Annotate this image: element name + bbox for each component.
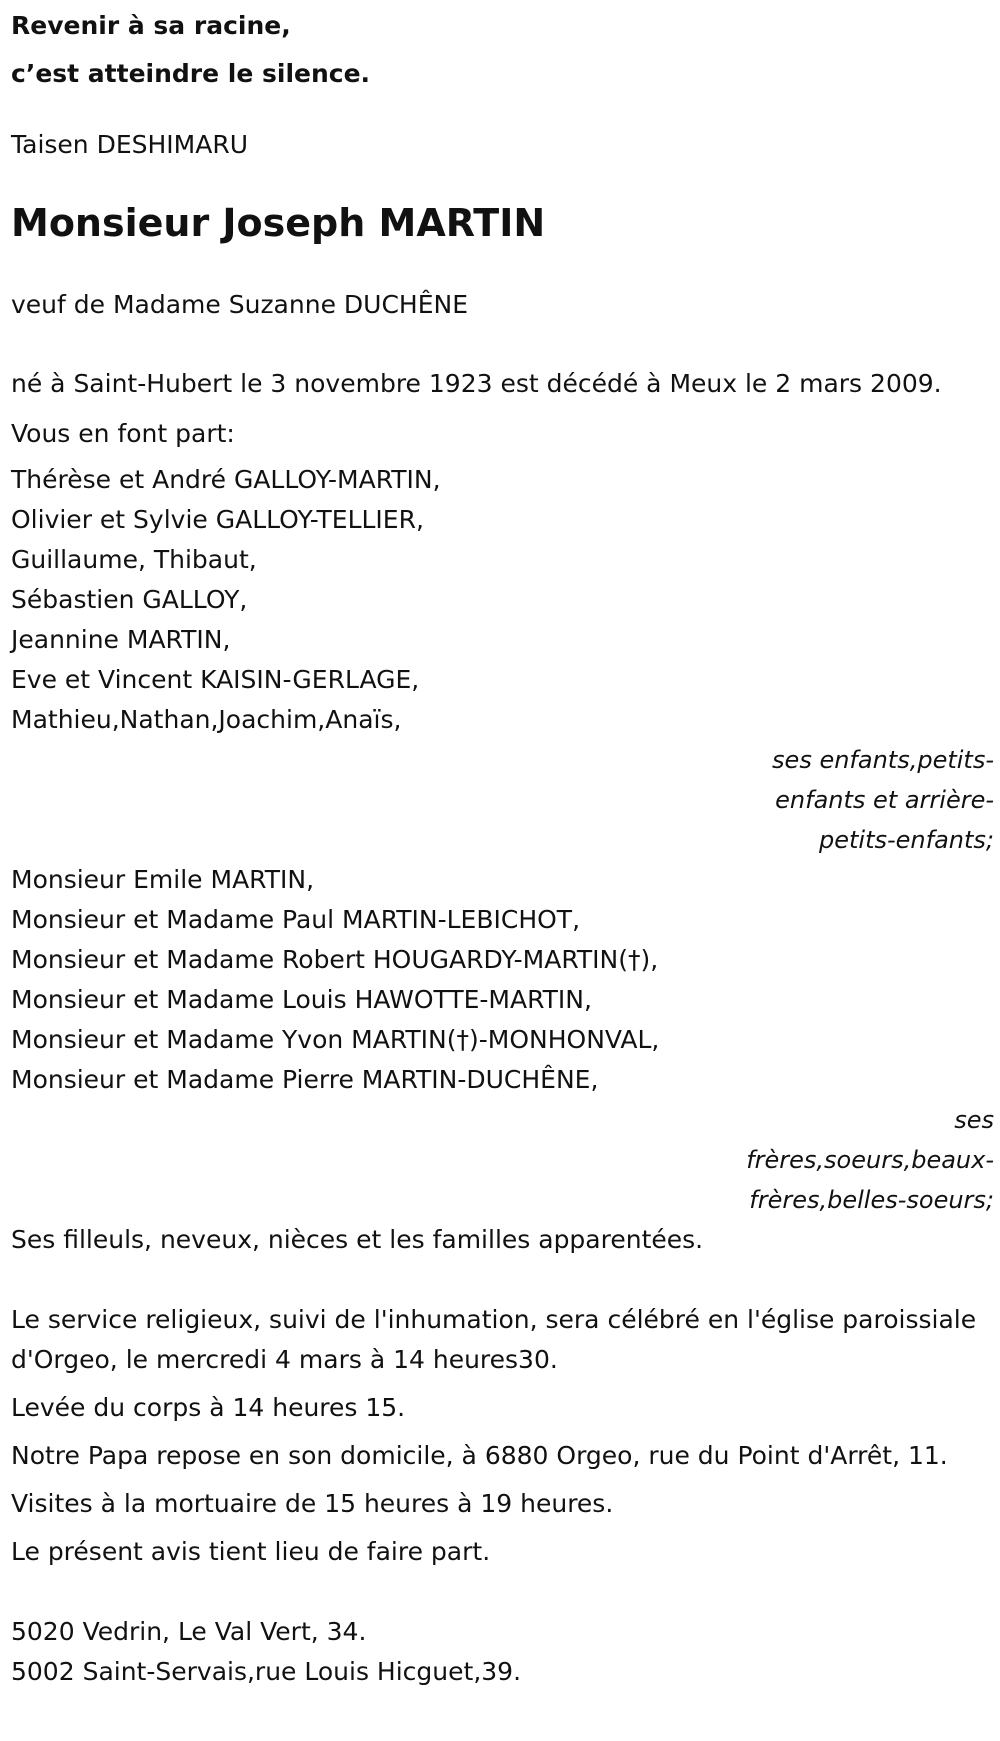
- obituary-notice: [11, 0, 994, 1692]
- epigraph-author: Taisen DESHIMARU: [11, 130, 249, 159]
- extended-family-line: Ses filleuls, neveux, nièces et les familles apparentées.: [11, 1225, 704, 1254]
- children-group: [11, 460, 994, 860]
- service-details: Le service religieux, suivi de l'inhumation, sera célébré en l'église paroissiale d'Orgeo, le mercredi 4 mars à 14 heures30.: [11, 1305, 977, 1374]
- family-address-2: 5002 Saint-Servais,rue Louis Hicguet,39.: [11, 1657, 522, 1686]
- family-address-1: 5020 Vedrin, Le Val Vert, 34.: [11, 1617, 367, 1646]
- levee-time: Levée du corps à 14 heures 15.: [11, 1393, 406, 1422]
- family-member: Monsieur et Madame Yvon MARTIN(†)-MONHONVAL,: [11, 1025, 660, 1054]
- family-member: Monsieur et Madame Paul MARTIN-LEBICHOT,: [11, 905, 581, 934]
- family-member: Thérèse et André GALLOY-MARTIN,: [11, 465, 441, 494]
- family-member: Monsieur et Madame Pierre MARTIN-DUCHÊNE,: [11, 1065, 599, 1094]
- family-member: Eve et Vincent KAISIN-GERLAGE,: [11, 665, 420, 694]
- family-member: Mathieu,Nathan,Joachim,Anaïs,: [11, 705, 402, 734]
- family-member: Guillaume, Thibaut,: [11, 545, 257, 574]
- epigraph-line-2: c’est atteindre le silence.: [11, 59, 371, 88]
- notice-disclaimer: Le présent avis tient lieu de faire part.: [11, 1537, 491, 1566]
- siblings-group: [11, 860, 994, 1220]
- birth-death-line: né à Saint-Hubert le 3 novembre 1923 est décédé à Meux le 2 mars 2009.: [11, 369, 942, 398]
- family-member: Monsieur et Madame Robert HOUGARDY-MARTIN(†),: [11, 945, 659, 974]
- family-member: Jeannine MARTIN,: [11, 625, 231, 654]
- children-relation-label: ses enfants,petits-enfants et arrière-petits-enfants;: [772, 746, 994, 854]
- family-member: Sébastien GALLOY,: [11, 585, 248, 614]
- announcement-line: Vous en font part:: [11, 419, 235, 448]
- visiting-hours: Visites à la mortuaire de 15 heures à 19 heures.: [11, 1489, 614, 1518]
- widow-line: veuf de Madame Suzanne DUCHÊNE: [11, 290, 468, 319]
- family-member: Monsieur Emile MARTIN,: [11, 865, 315, 894]
- deceased-name: Monsieur Joseph MARTIN: [11, 201, 546, 245]
- epigraph-line-1: Revenir à sa racine,: [11, 11, 291, 40]
- repose-location: Notre Papa repose en son domicile, à 6880 Orgeo, rue du Point d'Arrêt, 11.: [11, 1441, 948, 1470]
- family-member: Monsieur et Madame Louis HAWOTTE-MARTIN,: [11, 985, 592, 1014]
- siblings-relation-label: ses frères,soeurs,beaux-frères,belles-soeurs;: [746, 1106, 994, 1214]
- family-member: Olivier et Sylvie GALLOY-TELLIER,: [11, 505, 424, 534]
